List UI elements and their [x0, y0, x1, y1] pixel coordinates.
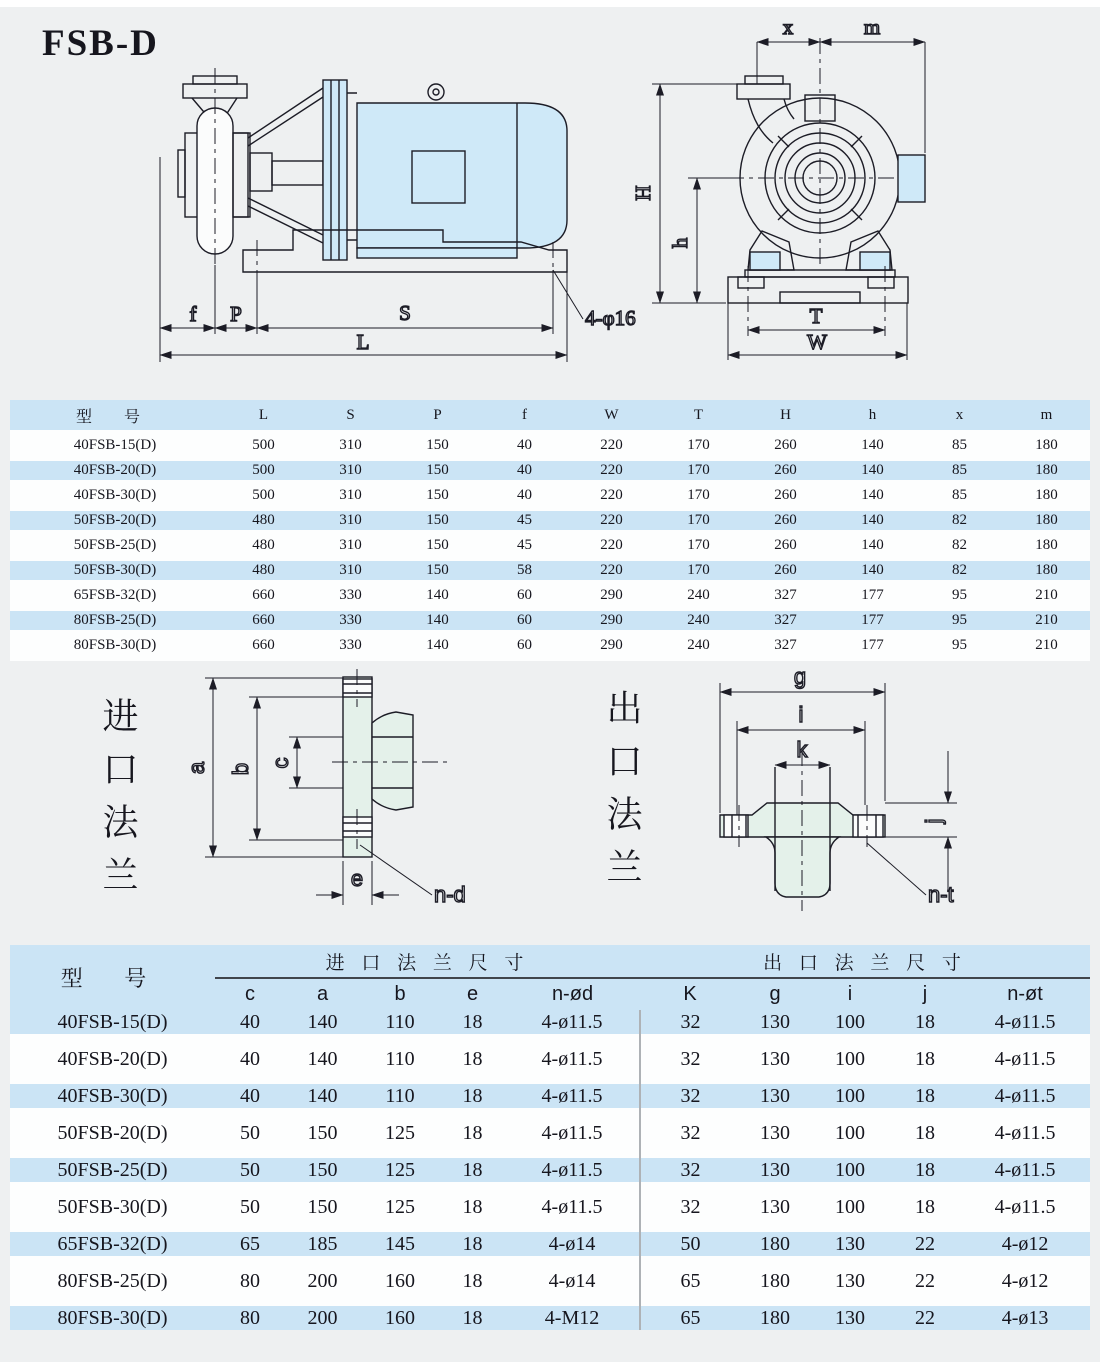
value-cell: 180 — [1035, 537, 1058, 553]
column-header-a: a — [316, 983, 329, 1005]
value-cell: 185 — [307, 1232, 338, 1255]
value-cell: 140 — [861, 512, 884, 528]
value-cell: 125 — [385, 1158, 415, 1181]
value-cell: 65 — [680, 1269, 701, 1292]
value-cell: 18 — [915, 1047, 936, 1070]
value-cell: 310 — [339, 537, 362, 553]
value-cell: 32 — [680, 1010, 701, 1033]
model-cell: 40FSB-20(D) — [57, 1047, 168, 1070]
value-cell: 40 — [240, 1047, 260, 1070]
value-cell: 150 — [426, 512, 449, 528]
value-cell: 4-ø14 — [505, 1232, 640, 1256]
table-header-row — [10, 400, 1090, 430]
value-cell: 85 — [952, 487, 967, 503]
value-cell: 145 — [385, 1232, 415, 1255]
value-cell: 50 — [240, 1195, 260, 1218]
value-cell: 310 — [339, 512, 362, 528]
value-cell: 58 — [517, 562, 532, 578]
value-cell: 110 — [385, 1084, 415, 1107]
column-header-b: b — [394, 983, 406, 1005]
table-row — [10, 1306, 1090, 1330]
inlet-flange-title: 进口法兰 — [98, 697, 138, 909]
value-cell: 4-ø11.5 — [994, 1158, 1056, 1181]
dim-label-m: m — [863, 15, 881, 39]
value-cell: 140 — [426, 612, 449, 628]
value-cell: 500 — [252, 462, 275, 478]
dim-label-j: j — [921, 818, 946, 824]
table-row — [10, 1182, 1090, 1232]
value-cell: 130 — [835, 1269, 866, 1292]
value-cell: 140 — [307, 1047, 338, 1070]
pump-side-view — [160, 68, 636, 362]
value-cell: 95 — [952, 587, 967, 603]
motor-flange — [323, 80, 347, 260]
value-cell: 40 — [240, 1084, 260, 1107]
model-cell: 65FSB-32(D) — [73, 587, 157, 603]
table-row — [10, 1034, 1090, 1084]
value-cell: 125 — [385, 1121, 415, 1144]
value-cell: 200 — [307, 1306, 338, 1329]
value-cell: 4-ø11.5 — [505, 1010, 640, 1034]
table-row — [10, 1084, 1090, 1108]
value-cell: 310 — [339, 562, 362, 578]
value-cell: 32 — [680, 1047, 701, 1070]
column-header-T: T — [693, 406, 704, 423]
value-cell: 330 — [339, 612, 362, 628]
value-cell: 110 — [385, 1047, 415, 1070]
value-cell: 260 — [774, 487, 797, 503]
value-cell: 140 — [307, 1010, 338, 1033]
value-cell: 18 — [915, 1121, 936, 1144]
value-cell: 200 — [307, 1269, 338, 1292]
value-cell: 18 — [462, 1306, 483, 1329]
value-cell: 210 — [1035, 587, 1058, 603]
table-row — [10, 1256, 1090, 1306]
model-cell: 80FSB-30(D) — [73, 637, 157, 653]
value-cell: 22 — [915, 1306, 936, 1329]
value-cell: 180 — [1035, 437, 1058, 453]
value-cell: 260 — [774, 512, 797, 528]
value-cell: 130 — [760, 1047, 791, 1070]
dim-label-e: e — [350, 866, 364, 891]
value-cell: 82 — [952, 562, 967, 578]
value-cell: 310 — [339, 437, 362, 453]
value-cell: 40 — [517, 462, 532, 478]
value-cell: 18 — [915, 1195, 936, 1218]
value-cell: 180 — [1035, 487, 1058, 503]
value-cell: 240 — [687, 612, 710, 628]
column-header-S: S — [346, 406, 355, 423]
dim-label-s: S — [399, 301, 411, 325]
dim-label-l: L — [356, 330, 370, 354]
model-cell: 50FSB-20(D) — [57, 1121, 168, 1144]
model-cell: 80FSB-30(D) — [57, 1306, 168, 1329]
table-row — [10, 1232, 1090, 1256]
value-cell: 4-ø11.5 — [505, 1084, 640, 1108]
model-cell: 50FSB-30(D) — [57, 1195, 168, 1218]
value-cell: 240 — [687, 587, 710, 603]
value-cell: 170 — [687, 512, 710, 528]
value-cell: 130 — [760, 1195, 791, 1218]
table-row — [10, 430, 1090, 461]
value-cell: 4-ø11.5 — [994, 1084, 1056, 1107]
value-cell: 40 — [517, 487, 532, 503]
value-cell: 220 — [600, 462, 623, 478]
value-cell: 220 — [600, 437, 623, 453]
value-cell: 177 — [861, 612, 884, 628]
model-cell: 80FSB-25(D) — [73, 612, 157, 628]
value-cell: 140 — [861, 537, 884, 553]
column-header-P: P — [433, 406, 442, 423]
value-cell: 18 — [915, 1084, 936, 1107]
value-cell: 140 — [426, 587, 449, 603]
inlet-flange-drawing — [184, 669, 466, 907]
dim-label-f: f — [189, 302, 197, 326]
value-cell: 500 — [252, 487, 275, 503]
value-cell: 180 — [1035, 562, 1058, 578]
value-cell: 18 — [462, 1232, 483, 1255]
value-cell: 240 — [687, 637, 710, 653]
value-cell: 210 — [1035, 637, 1058, 653]
column-header-g: g — [769, 983, 781, 1005]
front-base — [728, 277, 908, 303]
value-cell: 65 — [680, 1306, 701, 1329]
value-cell: 32 — [680, 1121, 701, 1144]
value-cell: 18 — [462, 1158, 483, 1181]
value-cell: 660 — [252, 587, 275, 603]
value-cell: 18 — [462, 1047, 483, 1070]
column-header-i: i — [847, 983, 853, 1005]
value-cell: 150 — [307, 1121, 338, 1144]
model-cell: 50FSB-30(D) — [73, 562, 157, 578]
bolt-hole-note: 4-φ16 — [585, 306, 636, 330]
value-cell: 60 — [517, 587, 532, 603]
column-header-n-ot: n-øt — [1007, 983, 1043, 1005]
value-cell: 260 — [774, 537, 797, 553]
value-cell: 100 — [835, 1010, 866, 1033]
dim-label-H: H — [631, 185, 655, 201]
value-cell: 130 — [760, 1084, 791, 1107]
table-row — [10, 580, 1090, 611]
value-cell: 177 — [861, 637, 884, 653]
table-row — [10, 511, 1090, 530]
value-cell: 4-ø11.5 — [505, 1158, 640, 1182]
value-cell: 170 — [687, 462, 710, 478]
flange-dimension-drawings — [0, 655, 1100, 945]
value-cell: 50 — [680, 1232, 701, 1255]
value-cell: 4-ø13 — [1001, 1306, 1049, 1329]
value-cell: 220 — [600, 537, 623, 553]
value-cell: 4-ø11.5 — [994, 1010, 1056, 1033]
value-cell: 330 — [339, 637, 362, 653]
value-cell: 170 — [687, 437, 710, 453]
value-cell: 60 — [517, 612, 532, 628]
model-cell: 40FSB-15(D) — [57, 1010, 168, 1033]
column-header-c: c — [245, 983, 255, 1005]
bolt-note-n-t: n-t — [928, 882, 954, 907]
value-cell: 330 — [339, 587, 362, 603]
value-cell: 85 — [952, 462, 967, 478]
value-cell: 150 — [426, 562, 449, 578]
outlet-flange-title: 出口法兰 — [602, 689, 642, 901]
front-inlet-flange — [737, 84, 790, 99]
table-row — [10, 611, 1090, 630]
value-cell: 150 — [426, 462, 449, 478]
value-cell: 170 — [687, 537, 710, 553]
dim-label-c: c — [268, 757, 293, 769]
value-cell: 18 — [915, 1158, 936, 1181]
value-cell: 22 — [915, 1232, 936, 1255]
value-cell: 140 — [861, 437, 884, 453]
value-cell: 150 — [426, 487, 449, 503]
value-cell: 130 — [760, 1158, 791, 1181]
column-header-K: K — [683, 983, 697, 1005]
value-cell: 110 — [385, 1010, 415, 1033]
value-cell: 480 — [252, 562, 275, 578]
value-cell: 150 — [307, 1158, 338, 1181]
value-cell: 290 — [600, 587, 623, 603]
value-cell: 140 — [307, 1084, 338, 1107]
value-cell: 100 — [835, 1047, 866, 1070]
eyebolt-icon — [428, 84, 444, 100]
value-cell: 210 — [1035, 612, 1058, 628]
value-cell: 180 — [1035, 462, 1058, 478]
value-cell: 40 — [240, 1010, 260, 1033]
value-cell: 500 — [252, 437, 275, 453]
value-cell: 220 — [600, 512, 623, 528]
inlet-flange-group-header: 进 口 法 兰 尺 寸 — [215, 945, 640, 978]
value-cell: 327 — [774, 637, 797, 653]
value-cell: 18 — [462, 1084, 483, 1107]
value-cell: 100 — [835, 1084, 866, 1107]
outlet-flange-drawing — [720, 664, 957, 911]
column-header-h: h — [868, 406, 877, 423]
value-cell: 82 — [952, 537, 967, 553]
value-cell: 82 — [952, 512, 967, 528]
table-row — [10, 1108, 1090, 1158]
model-cell: 40FSB-20(D) — [73, 462, 157, 478]
value-cell: 480 — [252, 537, 275, 553]
value-cell: 140 — [861, 562, 884, 578]
value-cell: 32 — [680, 1158, 701, 1181]
value-cell: 130 — [835, 1306, 866, 1329]
value-cell: 4-ø11.5 — [994, 1195, 1056, 1218]
value-cell: 4-ø14 — [505, 1256, 640, 1306]
value-cell: 100 — [835, 1158, 866, 1181]
value-cell: 220 — [600, 562, 623, 578]
value-cell: 180 — [760, 1269, 791, 1292]
dim-label-g: g — [793, 664, 807, 689]
motor-vent-box — [412, 151, 465, 203]
table-row — [10, 530, 1090, 561]
value-cell: 18 — [915, 1010, 936, 1033]
model-cell: 80FSB-25(D) — [57, 1269, 168, 1292]
outlet-flange-group-header: 出 口 法 兰 尺 寸 — [640, 945, 1090, 978]
value-cell: 4-ø12 — [1001, 1232, 1049, 1255]
value-cell: 100 — [835, 1195, 866, 1218]
value-cell: 125 — [385, 1195, 415, 1218]
inlet-flange-hub — [372, 712, 413, 810]
column-header-n-od: n-ød — [551, 983, 594, 1005]
value-cell: 95 — [952, 612, 967, 628]
value-cell: 660 — [252, 612, 275, 628]
value-cell: 40 — [517, 437, 532, 453]
value-cell: 80 — [240, 1269, 260, 1292]
page-title: FSB-D — [42, 23, 159, 64]
column-header-m: m — [1040, 406, 1053, 423]
value-cell: 50 — [240, 1121, 260, 1144]
overall-dimension-table — [10, 400, 1090, 661]
value-cell: 22 — [915, 1269, 936, 1292]
value-cell: 4-ø11.5 — [994, 1047, 1056, 1070]
value-cell: 660 — [252, 637, 275, 653]
value-cell: 65 — [240, 1232, 260, 1255]
value-cell: 100 — [835, 1121, 866, 1144]
value-cell: 4-ø11.5 — [505, 1108, 640, 1158]
value-cell: 4-ø11.5 — [505, 1034, 640, 1084]
model-cell: 50FSB-25(D) — [57, 1158, 168, 1181]
column-header-j: j — [922, 983, 928, 1005]
value-cell: 220 — [600, 487, 623, 503]
column-header-f: f — [522, 406, 527, 423]
value-cell: 4-ø12 — [1001, 1269, 1049, 1292]
value-cell: 177 — [861, 587, 884, 603]
value-cell: 170 — [687, 487, 710, 503]
value-cell: 18 — [462, 1121, 483, 1144]
dim-label-p: P — [230, 302, 242, 326]
pump-dimension-drawings — [0, 0, 1100, 398]
value-cell: 50 — [240, 1158, 260, 1181]
value-cell: 4-M12 — [505, 1306, 640, 1330]
value-cell: 130 — [835, 1232, 866, 1255]
value-cell: 140 — [861, 462, 884, 478]
dim-label-T: T — [809, 304, 823, 328]
model-column-header: 型 号 — [75, 408, 154, 426]
value-cell: 310 — [339, 487, 362, 503]
value-cell: 140 — [861, 487, 884, 503]
dim-label-W: W — [807, 330, 827, 354]
value-cell: 45 — [517, 537, 532, 553]
value-cell: 180 — [760, 1232, 791, 1255]
value-cell: 160 — [385, 1306, 415, 1329]
value-cell: 170 — [687, 562, 710, 578]
model-cell: 65FSB-32(D) — [57, 1232, 168, 1255]
value-cell: 85 — [952, 437, 967, 453]
value-cell: 150 — [426, 437, 449, 453]
model-cell: 40FSB-30(D) — [57, 1084, 168, 1107]
column-header-W: W — [604, 406, 619, 423]
column-header-e: e — [466, 983, 479, 1005]
value-cell: 290 — [600, 637, 623, 653]
column-header-L: L — [258, 406, 269, 423]
table-row — [10, 1158, 1090, 1182]
value-cell: 160 — [385, 1269, 415, 1292]
value-cell: 45 — [517, 512, 532, 528]
model-column-header: 型 号 — [60, 966, 165, 991]
model-cell: 40FSB-30(D) — [73, 487, 157, 503]
value-cell: 260 — [774, 437, 797, 453]
dim-label-h: h — [668, 237, 692, 249]
value-cell: 140 — [426, 637, 449, 653]
model-cell: 40FSB-15(D) — [73, 437, 157, 453]
value-cell: 32 — [680, 1084, 701, 1107]
value-cell: 80 — [240, 1306, 260, 1329]
value-cell: 327 — [774, 587, 797, 603]
table-row — [10, 561, 1090, 580]
dim-label-x: x — [782, 15, 794, 39]
table-row — [10, 461, 1090, 480]
value-cell: 180 — [1035, 512, 1058, 528]
discharge-stub — [898, 155, 925, 202]
value-cell: 4-ø11.5 — [505, 1182, 640, 1232]
pump-front-view — [631, 15, 925, 360]
dim-label-i: i — [798, 702, 804, 727]
value-cell: 95 — [952, 637, 967, 653]
column-header-x: x — [955, 406, 964, 423]
value-cell: 60 — [517, 637, 532, 653]
value-cell: 18 — [462, 1195, 483, 1218]
value-cell: 130 — [760, 1121, 791, 1144]
value-cell: 18 — [462, 1010, 483, 1033]
dim-label-k: k — [796, 737, 808, 762]
group-header-row — [10, 945, 1090, 978]
value-cell: 150 — [426, 537, 449, 553]
dim-label-a: a — [184, 761, 209, 775]
model-cell: 50FSB-25(D) — [73, 537, 157, 553]
motor-foot-strip — [357, 248, 517, 258]
front-inlet-flange-cap — [745, 76, 783, 84]
model-cell: 50FSB-20(D) — [73, 512, 157, 528]
value-cell: 260 — [774, 462, 797, 478]
value-cell: 260 — [774, 562, 797, 578]
column-header-H: H — [780, 406, 791, 423]
value-cell: 327 — [774, 612, 797, 628]
value-cell: 4-ø11.5 — [994, 1121, 1056, 1144]
dim-label-b: b — [228, 762, 253, 776]
value-cell: 18 — [462, 1269, 483, 1292]
value-cell: 150 — [307, 1195, 338, 1218]
value-cell: 310 — [339, 462, 362, 478]
value-cell: 480 — [252, 512, 275, 528]
value-cell: 130 — [760, 1010, 791, 1033]
bolt-note-n-d: n-d — [434, 882, 466, 907]
flange-dimension-table — [10, 945, 1090, 1330]
value-cell: 290 — [600, 612, 623, 628]
table-row — [10, 480, 1090, 511]
value-cell: 32 — [680, 1195, 701, 1218]
table-row — [10, 1010, 1090, 1034]
value-cell: 180 — [760, 1306, 791, 1329]
